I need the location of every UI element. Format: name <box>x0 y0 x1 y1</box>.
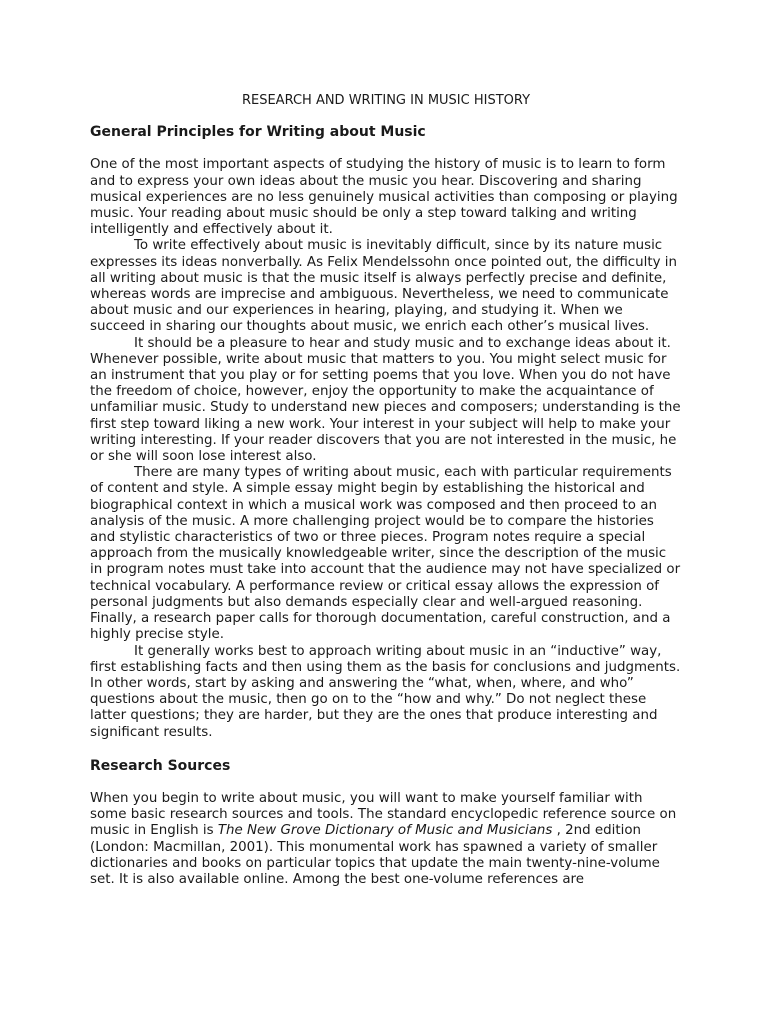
book-title: The New Grove Dictionary of Music and Musicians <box>217 823 553 839</box>
paragraph: It generally works best to approach writing about music in an “inductive” way, first establishing facts and then using them as the basis for conclusions and judgments. In other words, start by asking and answering the “what, when, where, and who” questions about the music, then go on to the “how and why.” Do not neglect these latter questions; they are harder, but they are the ones that produce interesting and significant results. <box>90 643 681 740</box>
paragraph-text: , 2nd edition (London: Macmillan, 2001). This monumental work has spawned a variety of smaller dictionaries and books on particular topics that update the main twenty-nine-volume set. It is also available online. Among the best one-volume references are <box>90 823 660 887</box>
document-title: RESEARCH AND WRITING IN MUSIC HISTORY <box>241 93 531 108</box>
paragraph: It should be a pleasure to hear and study music and to exchange ideas about it. Whenever possible, write about music that matters to you. You might select music for an instrument that you play or for setting poems that you love. When you do not have the freedom of choice, however, enjoy the opportunity to make the acquaintance of unfamiliar music. Study to understand new pieces and composers; understanding is the first step toward liking a new work. Your interest in your subject will help to make your writing interesting. If your reader discovers that you are not interested in the music, he or she will soon lose interest also. <box>90 335 681 465</box>
section-heading-research-sources: Research Sources <box>90 757 231 774</box>
section-heading-general-principles: General Principles for Writing about Music <box>90 124 426 141</box>
paragraph: There are many types of writing about music, each with particular requirements of content and style. A simple essay might begin by establishing the historical and biographical context in which a musical work was composed and then proceed to an analysis of the music. A more challenging project would be to compare the histories and stylistic characteristics of two or three pieces. Program notes require a special approach from the musically knowledgeable writer, since the description of the music in program notes must take into account that the audience may not have specialized or technical vocabulary. A performance review or critical essay allows the expression of personal judgments but also demands especially clear and well-argued reasoning. Finally, a research paper calls for thorough documentation, careful construction, and a highly precise style. <box>90 465 681 643</box>
document-body <box>90 93 682 888</box>
paragraph-research-sources <box>90 791 682 888</box>
paragraph-text: When you begin to write about music, you will want to make yourself familiar with some basic research sources and tools. The standard encyclopedic reference source on music in English is <box>90 790 677 839</box>
paragraph: One of the most important aspects of studying the history of music is to learn to form and to express your own ideas about the music you hear. Discovering and sharing musical experiences are no less genuinely musical activities than composing or playing music. Your reading about music should be only a step toward talking and writing intelligently and effectively about it. <box>90 157 678 238</box>
paragraph: To write effectively about music is inevitably difficult, since by its nature music expresses its ideas nonverbally. As Felix Mendelssohn once pointed out, the difficulty in all writing about music is that the music itself is always perfectly precise and definite, whereas words are imprecise and ambiguous. Nevertheless, we need to communicate about music and our experiences in hearing, playing, and studying it. When we succeed in sharing our thoughts about music, we enrich each other’s musical lives. <box>90 238 677 335</box>
